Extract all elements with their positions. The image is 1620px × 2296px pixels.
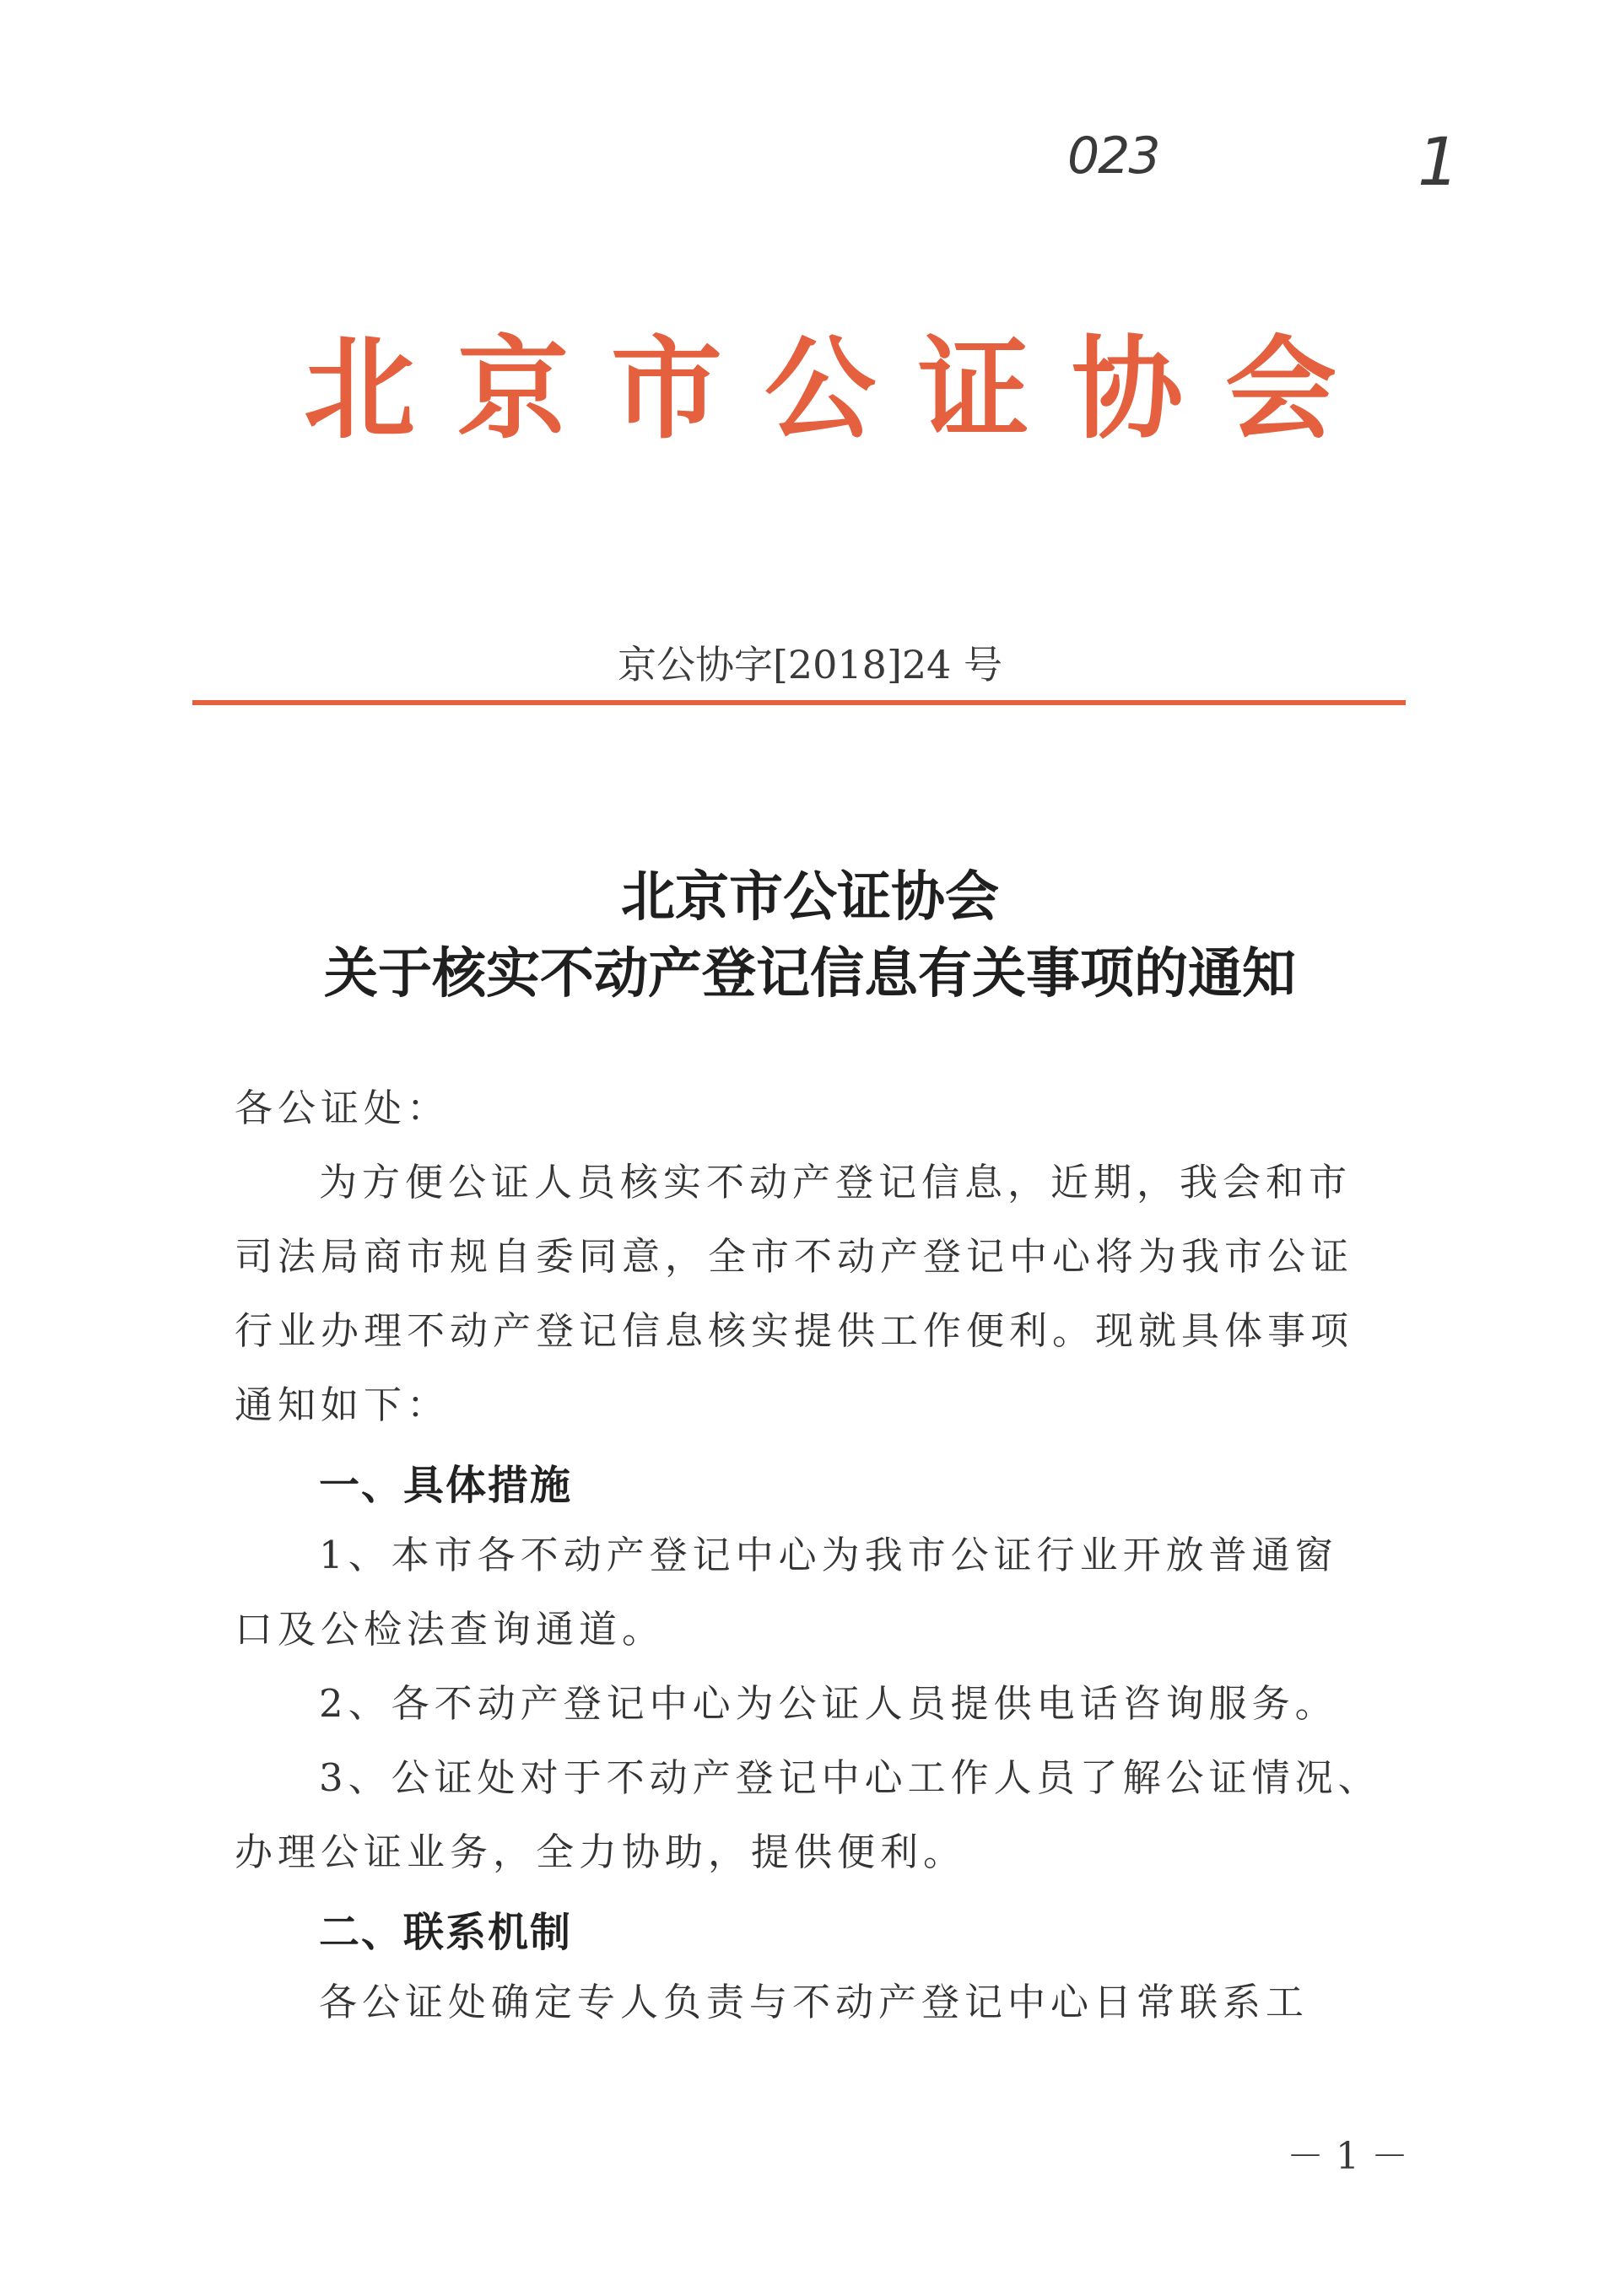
- item-1-line-2: 口及公检法查询通道。: [235, 1607, 666, 1652]
- salutation: 各公证处：: [235, 1086, 451, 1130]
- intro-line-1: 为方便公证人员核实不动产登记信息，近期，我会和市: [319, 1160, 1353, 1205]
- item-3-line-2: 办理公证业务，全力协助，提供便利。: [235, 1830, 967, 1874]
- section-1-heading: 一、具体措施: [319, 1462, 573, 1509]
- intro-line-2: 司法局商市规自委同意，全市不动产登记中心将为我市公证: [235, 1234, 1354, 1279]
- section-2-heading: 二、联系机制: [319, 1909, 573, 1956]
- item-1-line-1: 1、本市各不动产登记中心为我市公证行业开放普通窗: [319, 1533, 1338, 1577]
- document-number: 京公协字[2018]24 号: [617, 642, 1003, 687]
- intro-line-3: 行业办理不动产登记信息核实提供工作便利。现就具体事项: [235, 1308, 1354, 1353]
- masthead-title: 北京市公证协会: [304, 324, 1379, 455]
- red-divider-rule: [192, 700, 1406, 705]
- section-2-text: 各公证处确定专人负责与不动产登记中心日常联系工: [319, 1980, 1310, 2024]
- page-number: － 1 －: [1287, 2135, 1408, 2178]
- document-title-line-1: 北京市公证协会: [621, 865, 999, 929]
- intro-line-4: 通知如下：: [235, 1382, 451, 1427]
- item-2: 2、各不动产登记中心为公证人员提供电话咨询服务。: [319, 1681, 1338, 1726]
- document-title-line-2: 关于核实不动产登记信息有关事项的通知: [324, 942, 1296, 1005]
- item-3-line-1: 3、公证处对于不动产登记中心工作人员了解公证情况、: [319, 1755, 1381, 1800]
- handwritten-page-mark: 1: [1418, 125, 1460, 201]
- handwritten-file-code: 023: [1067, 127, 1159, 186]
